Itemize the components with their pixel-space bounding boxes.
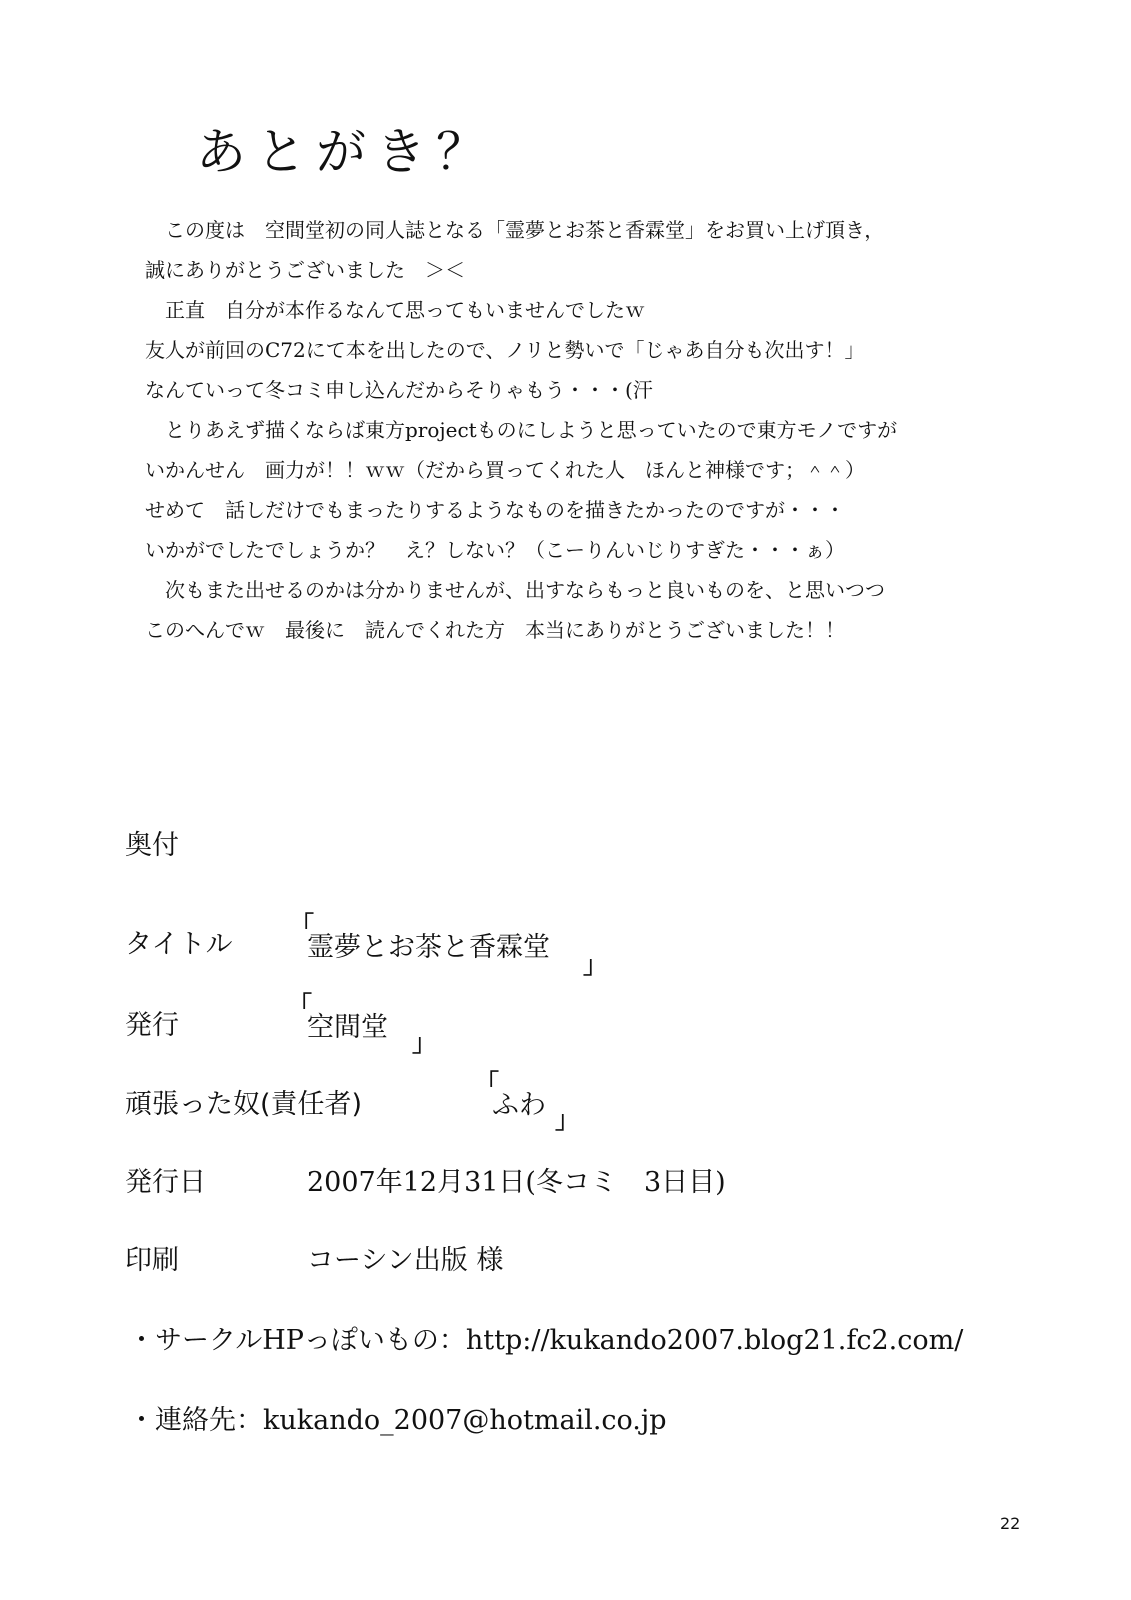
title-label: タイトル (125, 929, 233, 960)
responsible-value: ふわ (492, 1090, 546, 1121)
open-bracket-icon: 「 (475, 1069, 499, 1097)
date-label: 発行日 (125, 1167, 206, 1198)
afterword-line: 次もまた出せるのかは分かりませんが、出すならもっと良いものを、と思いつつ (145, 578, 885, 602)
title-value: 霊夢とお茶と香霖堂 (307, 932, 550, 963)
afterword-line: 友人が前回のC72にて本を出したので、ノリと勢いで「じゃあ自分も次出す！」 (145, 338, 865, 362)
close-bracket-icon: 」 (412, 1029, 436, 1057)
afterword-line: せめて 話しだけでもまったりするようなものを描きたかったのですが・・・ (145, 498, 845, 522)
afterword-line: 正直 自分が本作るなんて思ってもいませんでしたｗ (145, 298, 645, 322)
open-bracket-icon: 「 (290, 911, 314, 939)
colophon-heading: 奥付 (125, 830, 179, 861)
page-number: 22 (1000, 1514, 1021, 1533)
afterword-line: いかがでしたでしょうか？ え？しない？（こーりんいじりすぎた・・・ぁ） (145, 538, 845, 562)
printer-label: 印刷 (125, 1245, 179, 1276)
afterword-title: あとがき？ (196, 123, 496, 181)
email-line: ・連絡先：kukando_2007@hotmail.co.jp (128, 1405, 667, 1436)
afterword-line: なんていって冬コミ申し込んだからそりゃもう・・・(汗 (145, 378, 653, 402)
afterword-body (145, 210, 1045, 650)
afterword-line: 誠にありがとうございました ＞＜ (145, 258, 465, 282)
date-value: 2007年12月31日(冬コミ 3日目) (307, 1167, 726, 1198)
close-bracket-icon: 」 (583, 951, 607, 979)
afterword-line: いかんせん 画力が！！ｗｗ（だから買ってくれた人 ほんと神様です；＾＾） (145, 458, 865, 482)
open-bracket-icon: 「 (288, 991, 312, 1019)
responsible-label: 頑張った奴(責任者) (125, 1089, 363, 1120)
publisher-label: 発行 (125, 1010, 179, 1041)
homepage-line: ・サークルHPっぽいもの：http://kukando2007.blog21.fc2.com/ (128, 1325, 964, 1356)
afterword-line: この度は 空間堂初の同人誌となる「霊夢とお茶と香霖堂」をお買い上げ頂き， (145, 218, 885, 242)
publisher-value: 空間堂 (307, 1012, 388, 1043)
close-bracket-icon: 」 (555, 1106, 579, 1134)
printer-value: コーシン出版 様 (307, 1245, 504, 1276)
afterword-line: このへんでｗ 最後に 読んでくれた方 本当にありがとうございました！！ (145, 618, 845, 642)
afterword-line: とりあえず描くならば東方projectものにしようと思っていたので東方モノですが (145, 418, 898, 442)
